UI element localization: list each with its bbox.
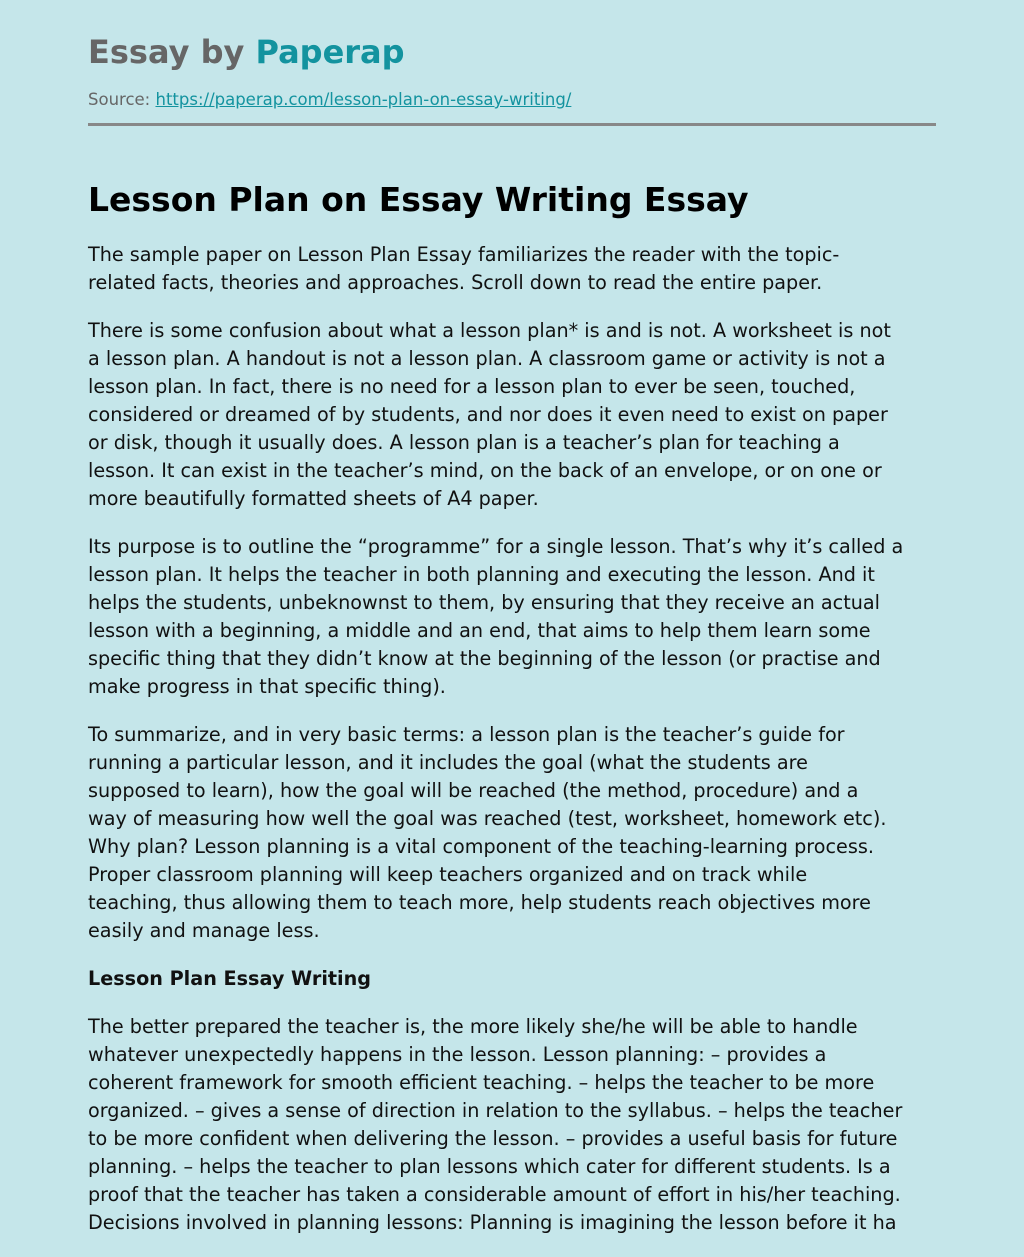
paragraph-line: The better prepared the teacher is, the more likely she/he will be able to handle <box>88 1015 858 1038</box>
paragraph-line: helps the students, unbeknownst to them, by ensuring that they receive an actual <box>88 591 880 614</box>
paragraph-line: planning. – helps the teacher to plan lessons which cater for different students. Is a <box>88 1155 891 1178</box>
paragraph-line: a lesson plan. A handout is not a lesson plan. A classroom game or activity is not a <box>88 347 886 370</box>
paragraph-line: Decisions involved in planning lessons: Planning is imagining the lesson before it ha <box>88 1211 897 1234</box>
paragraph-line: lesson. It can exist in the teacher’s mind, on the back of an envelope, or on one or <box>88 459 882 482</box>
site-brand[interactable] <box>88 30 405 74</box>
article-body <box>88 241 948 1257</box>
article-title: Lesson Plan on Essay Writing Essay <box>88 180 749 219</box>
paragraph-line: Why plan? Lesson planning is a vital component of the teaching-learning process. <box>88 835 874 858</box>
paragraph-line: make progress in that specific thing). <box>88 675 446 698</box>
paragraph-line: lesson plan. In fact, there is no need for a lesson plan to ever be seen, touched, <box>88 375 856 398</box>
paragraph-line: supposed to learn), how the goal will be reached (the method, procedure) and a <box>88 779 859 802</box>
paragraph-line: proof that the teacher has taken a considerable amount of effort in his/her teaching. <box>88 1183 901 1206</box>
paragraph-definition <box>88 317 948 513</box>
brand-prefix: Essay by <box>88 33 245 71</box>
paragraph-line: specific thing that they didn’t know at the beginning of the lesson (or practise and <box>88 647 881 670</box>
intro-paragraph <box>88 241 948 297</box>
section-subheading: Lesson Plan Essay Writing <box>88 967 372 990</box>
source-link[interactable]: https://paperap.com/lesson-plan-on-essay-writing/ <box>155 90 572 109</box>
paragraph-line: way of measuring how well the goal was reached (test, worksheet, homework etc). <box>88 807 887 830</box>
paragraph-purpose <box>88 533 948 701</box>
paragraph-line: considered or dreamed of by students, and nor does it even need to exist on paper <box>88 403 888 426</box>
paragraph-line: coherent framework for smooth efficient teaching. – helps the teacher to be more <box>88 1071 875 1094</box>
brand-name: Paperap <box>255 33 405 71</box>
paragraph-line: The sample paper on Lesson Plan Essay familiarizes the reader with the topic- <box>88 243 840 266</box>
paragraph-line: more beautifully formatted sheets of A4 paper. <box>88 487 539 510</box>
paragraph-line: running a particular lesson, and it includes the goal (what the students are <box>88 751 808 774</box>
source-line <box>88 88 571 112</box>
paragraph-summary <box>88 721 948 945</box>
paragraph-line: lesson with a beginning, a middle and an end, that aims to help them learn some <box>88 619 871 642</box>
paragraph-line: To summarize, and in very basic terms: a lesson plan is the teacher’s guide for <box>88 723 845 746</box>
paragraph-line: related facts, theories and approaches. Scroll down to read the entire paper. <box>88 271 823 294</box>
source-label: Source: <box>88 90 151 109</box>
paragraph-line: Its purpose is to outline the “programme” for a single lesson. That’s why it’s called a <box>88 535 904 558</box>
paragraph-line: or disk, though it usually does. A lesson plan is a teacher’s plan for teaching a <box>88 431 840 454</box>
paragraph-line: whatever unexpectedly happens in the lesson. Lesson planning: – provides a <box>88 1043 827 1066</box>
header-divider <box>88 123 936 126</box>
paragraph-line: There is some confusion about what a lesson plan* is and is not. A worksheet is not <box>88 319 891 342</box>
paragraph-line: easily and manage less. <box>88 919 320 942</box>
paragraph-line: organized. – gives a sense of direction in relation to the syllabus. – helps the teacher <box>88 1099 903 1122</box>
paragraph-benefits <box>88 1013 948 1237</box>
paragraph-line: lesson plan. It helps the teacher in both planning and executing the lesson. And it <box>88 563 875 586</box>
paragraph-line: Proper classroom planning will keep teachers organized and on track while <box>88 863 808 886</box>
paragraph-line: to be more confident when delivering the lesson. – provides a useful basis for future <box>88 1127 898 1150</box>
paragraph-line: teaching, thus allowing them to teach more, help students reach objectives more <box>88 891 871 914</box>
